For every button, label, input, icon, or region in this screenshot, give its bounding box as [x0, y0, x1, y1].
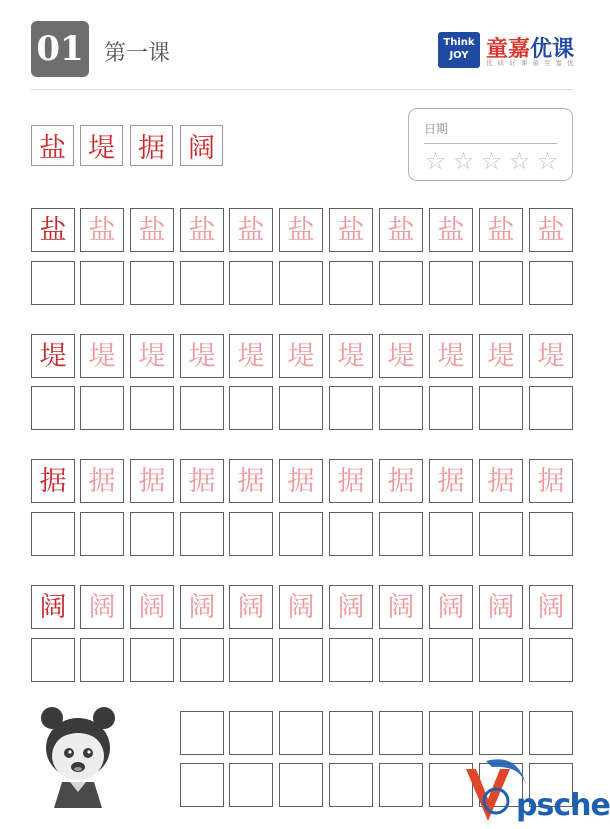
trace-character-cell: 据: [429, 459, 473, 503]
trace-character-cell: 堤: [329, 334, 373, 378]
trace-character-cell: 盐: [379, 208, 423, 252]
model-character-cell: 据: [31, 459, 75, 503]
writing-cell[interactable]: [80, 512, 124, 556]
trace-character-cell: 据: [130, 459, 174, 503]
writing-cell[interactable]: [180, 638, 224, 682]
writing-cell[interactable]: [429, 638, 473, 682]
trace-character-cell: 盐: [130, 208, 174, 252]
preview-character: 盐: [31, 125, 74, 166]
brand-box: Think JOY: [438, 32, 480, 68]
trace-character-cell: 堤: [180, 334, 224, 378]
star-icon[interactable]: ☆: [536, 147, 559, 175]
writing-cell[interactable]: [180, 763, 224, 807]
writing-cell[interactable]: [429, 261, 473, 305]
trace-character-cell: 据: [479, 459, 523, 503]
trace-character-cell: 盐: [479, 208, 523, 252]
writing-cell[interactable]: [180, 711, 224, 755]
trace-character-cell: 阔: [80, 585, 124, 629]
trace-character-cell: 堤: [130, 334, 174, 378]
writing-cell[interactable]: [479, 386, 523, 430]
trace-character-cell: 阔: [529, 585, 573, 629]
brand-name-part1: 童嘉: [486, 37, 531, 62]
writing-cell[interactable]: [180, 261, 224, 305]
trace-character-cell: 阔: [379, 585, 423, 629]
writing-cell[interactable]: [130, 261, 174, 305]
trace-character-cell: 据: [180, 459, 224, 503]
writing-cell[interactable]: [329, 711, 373, 755]
trace-character-cell: 堤: [80, 334, 124, 378]
writing-cell[interactable]: [429, 512, 473, 556]
writing-cell[interactable]: [279, 386, 323, 430]
writing-cell[interactable]: [279, 638, 323, 682]
writing-cell[interactable]: [329, 763, 373, 807]
writing-cell[interactable]: [529, 638, 573, 682]
trace-character-cell: 据: [329, 459, 373, 503]
trace-character-cell: 盐: [329, 208, 373, 252]
trace-character-cell: 盐: [180, 208, 224, 252]
trace-character-cell: 据: [229, 459, 273, 503]
writing-cell[interactable]: [130, 386, 174, 430]
preview-character: 阔: [180, 125, 223, 166]
trace-character-cell: 阔: [279, 585, 323, 629]
writing-cell[interactable]: [329, 386, 373, 430]
writing-cell[interactable]: [229, 512, 273, 556]
writing-cell[interactable]: [279, 512, 323, 556]
writing-cell[interactable]: [379, 638, 423, 682]
trace-character-cell: 堤: [229, 334, 273, 378]
brand-slogan: 优 质 好 课 童 至 嘉 优: [486, 59, 575, 67]
star-icon[interactable]: ☆: [508, 147, 531, 175]
trace-character-cell: 堤: [429, 334, 473, 378]
writing-cell[interactable]: [31, 638, 75, 682]
trace-character-cell: 盐: [80, 208, 124, 252]
writing-cell[interactable]: [31, 512, 75, 556]
trace-character-cell: 阔: [479, 585, 523, 629]
lesson-number-badge: 01: [31, 21, 89, 77]
writing-cell[interactable]: [31, 261, 75, 305]
writing-cell[interactable]: [329, 261, 373, 305]
writing-cell[interactable]: [529, 711, 573, 755]
writing-cell[interactable]: [529, 261, 573, 305]
brand-name-part2: 优课: [530, 37, 575, 62]
lesson-title: 第一课: [104, 41, 171, 66]
trace-character-cell: 阔: [229, 585, 273, 629]
star-icon[interactable]: ☆: [480, 147, 503, 175]
writing-cell[interactable]: [279, 763, 323, 807]
writing-cell[interactable]: [80, 386, 124, 430]
writing-cell[interactable]: [180, 512, 224, 556]
writing-cell[interactable]: [279, 261, 323, 305]
writing-cell[interactable]: [229, 638, 273, 682]
writing-cell[interactable]: [229, 711, 273, 755]
writing-cell[interactable]: [279, 711, 323, 755]
preview-character: 堤: [80, 125, 123, 166]
date-label: 日期: [424, 122, 449, 136]
trace-character-cell: 阔: [130, 585, 174, 629]
trace-character-cell: 阔: [429, 585, 473, 629]
writing-cell[interactable]: [479, 638, 523, 682]
writing-cell[interactable]: [31, 386, 75, 430]
trace-character-cell: 盐: [229, 208, 273, 252]
trace-character-cell: 堤: [529, 334, 573, 378]
writing-cell[interactable]: [429, 386, 473, 430]
model-character-cell: 阔: [31, 585, 75, 629]
trace-character-cell: 据: [529, 459, 573, 503]
writing-cell[interactable]: [329, 512, 373, 556]
trace-character-cell: 盐: [529, 208, 573, 252]
model-character-cell: 盐: [31, 208, 75, 252]
trace-character-cell: 据: [80, 459, 124, 503]
rating-stars: [422, 147, 561, 175]
writing-cell[interactable]: [529, 386, 573, 430]
date-card: [408, 108, 573, 181]
watermark-text: psche: [516, 788, 610, 823]
writing-cell[interactable]: [80, 638, 124, 682]
date-write-line[interactable]: [424, 143, 557, 144]
writing-cell[interactable]: [130, 638, 174, 682]
writing-cell[interactable]: [379, 512, 423, 556]
trace-character-cell: 堤: [279, 334, 323, 378]
writing-cell[interactable]: [80, 261, 124, 305]
writing-cell[interactable]: [229, 261, 273, 305]
writing-cell[interactable]: [429, 711, 473, 755]
writing-cell[interactable]: [229, 763, 273, 807]
writing-cell[interactable]: [329, 638, 373, 682]
star-icon[interactable]: ☆: [424, 147, 447, 175]
model-character-cell: 堤: [31, 334, 75, 378]
trace-character-cell: 堤: [379, 334, 423, 378]
trace-character-cell: 据: [379, 459, 423, 503]
writing-cell[interactable]: [130, 512, 174, 556]
writing-cell[interactable]: [479, 512, 523, 556]
trace-character-cell: 盐: [429, 208, 473, 252]
trace-character-cell: 盐: [279, 208, 323, 252]
writing-cell[interactable]: [229, 386, 273, 430]
writing-cell[interactable]: [529, 512, 573, 556]
watermark: [462, 755, 610, 829]
writing-cell[interactable]: [180, 386, 224, 430]
star-icon[interactable]: ☆: [452, 147, 475, 175]
writing-cell[interactable]: [479, 261, 523, 305]
preview-character: 据: [130, 125, 173, 166]
header-divider: [31, 89, 573, 90]
writing-cell[interactable]: [379, 261, 423, 305]
brand-logo: [438, 32, 578, 72]
trace-character-cell: 阔: [329, 585, 373, 629]
writing-cell[interactable]: [379, 386, 423, 430]
trace-character-cell: 堤: [479, 334, 523, 378]
writing-cell[interactable]: [479, 711, 523, 755]
trace-character-cell: 据: [279, 459, 323, 503]
writing-cell[interactable]: [379, 711, 423, 755]
writing-cell[interactable]: [379, 763, 423, 807]
girl-avatar-icon: [32, 704, 124, 808]
trace-character-cell: 阔: [180, 585, 224, 629]
